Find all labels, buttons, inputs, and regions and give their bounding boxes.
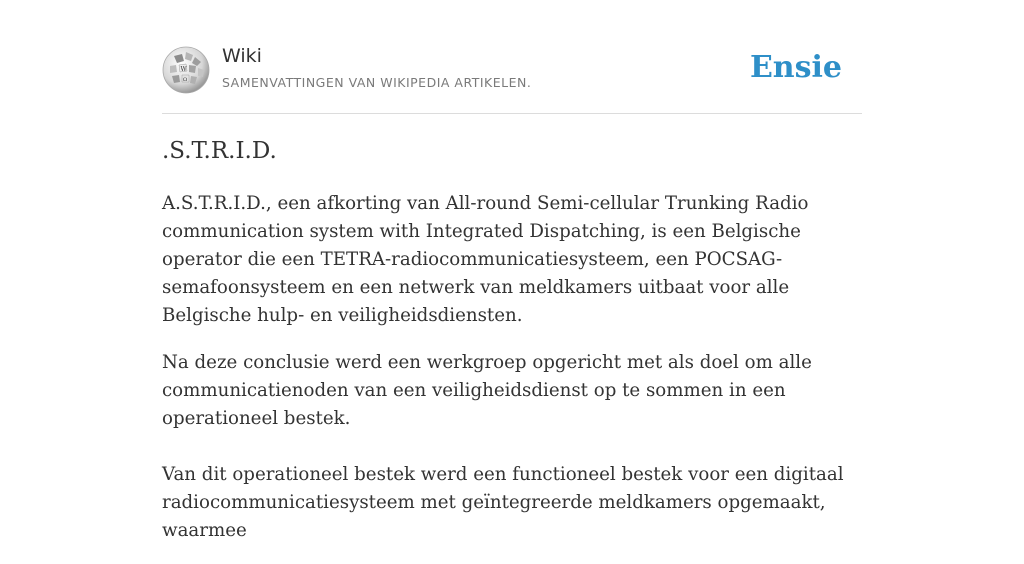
article-body	[162, 190, 864, 564]
site-tagline: SAMENVATTINGEN VAN WIKIPEDIA ARTIKELEN.	[222, 75, 532, 90]
wikipedia-globe-icon[interactable]	[162, 46, 210, 94]
article-title: .S.T.R.I.D.	[162, 138, 277, 164]
svg-text:W: W	[180, 66, 187, 73]
article-paragraph: Na deze conclusie werd een werkgroep opgericht met als doel om alle communicatienoden van een veiligheidsdienst op te sommen in een operationeel bestek.	[162, 352, 812, 429]
article-paragraph: Van dit operationeel bestek werd een functioneel bestek voor een digitaal radiocommunicatiesysteem met geïntegreerde meldkamers opgemaakt, waarmee	[162, 464, 844, 541]
site-header	[162, 0, 862, 114]
page	[162, 0, 862, 541]
svg-text:Ω: Ω	[183, 77, 188, 83]
ensie-brand-link[interactable]: Ensie	[749, 50, 842, 85]
article-paragraph: A.S.T.R.I.D., een afkorting van All-round Semi-cellular Trunking Radio communication system with Integrated Dispatching, is een Belgische operator die een TETRA-radiocommunicatiesysteem, een POCSAG-semafoonsysteem en een netwerk van meldkamers uitbaat voor alle Belgische hulp- en veiligheidsdiensten.	[162, 193, 809, 326]
site-title[interactable]: Wiki	[222, 45, 262, 67]
